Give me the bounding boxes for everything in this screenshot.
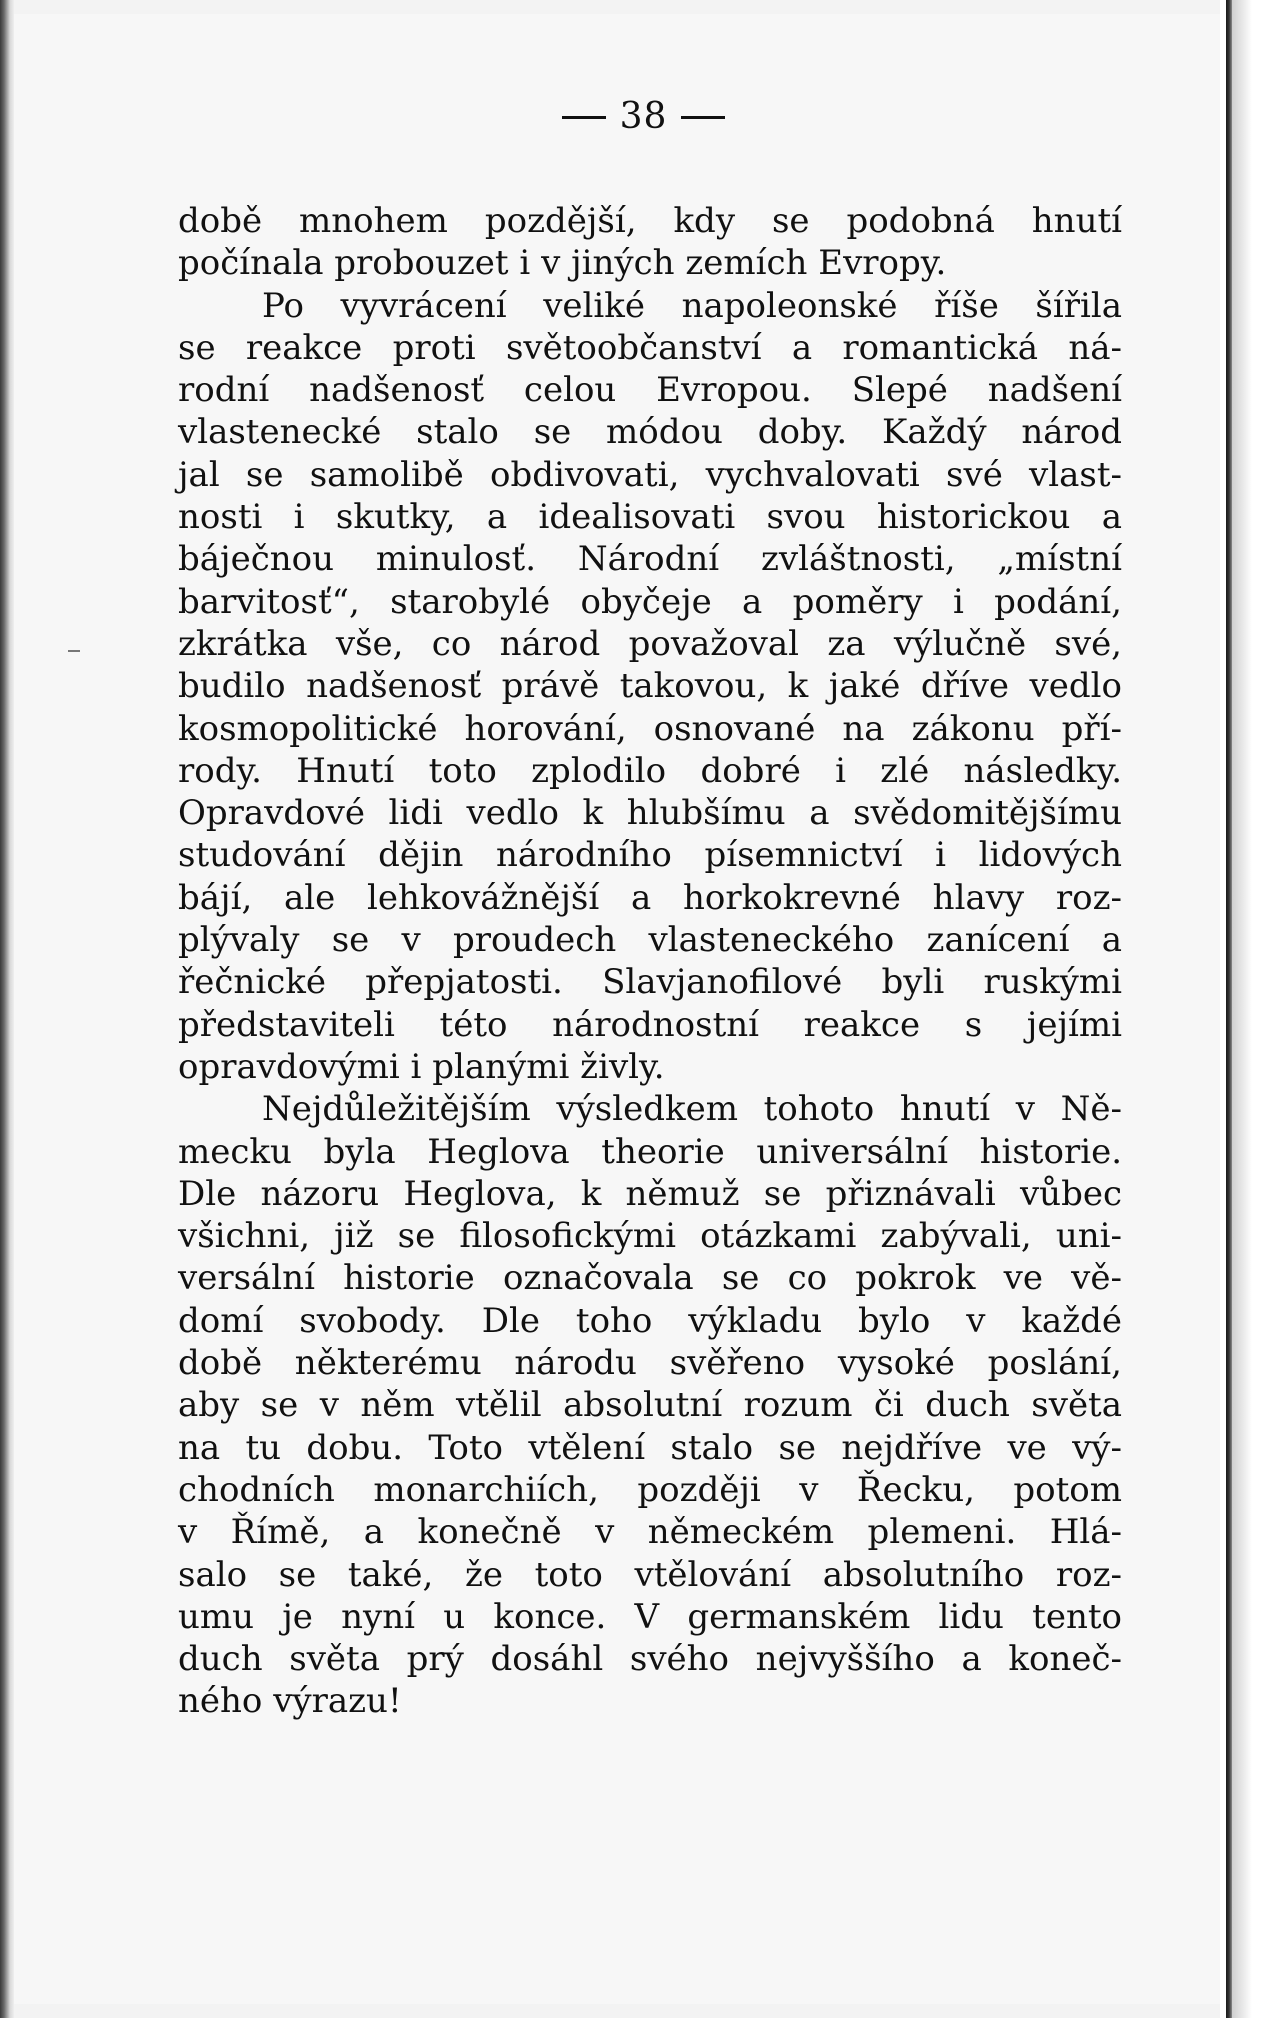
text-line: versální historie označovala se co pokrok ve vě- — [178, 1258, 1122, 1299]
text-line: se reakce proti světoobčanství a romantická ná- — [178, 327, 1122, 368]
page-edge-shadow — [1232, 0, 1252, 2018]
text-line: báječnou minulosť. Národní zvláštnosti, „místní — [178, 539, 1122, 580]
text-line: rodní nadšenosť celou Evropou. Slepé nadšení — [178, 370, 1122, 411]
page-number-dash-left — [562, 116, 606, 119]
text-line: aby se v něm vtělil absolutní rozum či duch světa — [178, 1385, 1122, 1426]
page-number — [0, 96, 1287, 137]
text-line: salo se také, že toto vtělování absolutního roz- — [178, 1554, 1122, 1595]
text-line: době některému národu svěřeno vysoké poslání, — [178, 1343, 1122, 1384]
text-line: kosmopolitické horování, osnované na zákonu pří- — [178, 708, 1122, 749]
text-line: zkrátka vše, co národ považoval za výlučně své, — [178, 623, 1122, 664]
text-line: na tu dobu. Toto vtělení stalo se nejdříve ve vý- — [178, 1427, 1122, 1468]
text-line: Po vyvrácení veliké napoleonské říše šířila — [262, 285, 1122, 326]
text-line: řečnické přepjatosti. Slavjanofilové byli ruskými — [178, 962, 1122, 1003]
text-line: nosti i skutky, a idealisovati svou historickou a — [178, 497, 1122, 538]
text-line: Opravdové lidi vedlo k hlubšímu a svědomitějšímu — [178, 793, 1122, 834]
text-line: vlastenecké stalo se módou doby. Každý národ — [178, 412, 1122, 453]
text-line: domí svobody. Dle toho výkladu bylo v každé — [178, 1300, 1122, 1341]
text-line: rody. Hnutí toto zplodilo dobré i zlé následky. — [178, 750, 1122, 791]
text-line: představiteli této národnostní reakce s jejími — [178, 1004, 1122, 1045]
page-number-dash-right — [681, 116, 725, 119]
text-line: duch světa prý dosáhl svého nejvyššího a koneč- — [178, 1639, 1122, 1680]
binding-edge — [0, 0, 14, 2018]
text-line: době mnohem pozdější, kdy se podobná hnutí — [178, 201, 1122, 241]
text-line: bájí, ale lehkovážnější a horkokrevné hlavy roz- — [178, 877, 1122, 918]
text-line: budilo nadšenosť právě takovou, k jaké dříve vedlo — [178, 666, 1122, 707]
text-line: chodních monarchiích, později v Řecku, potom — [178, 1469, 1122, 1510]
text-line: plývaly se v proudech vlasteneckého zanícení a — [178, 920, 1122, 961]
text-line: opravdovými i planými živly. — [178, 1046, 665, 1087]
text-line: jal se samolibě obdivovati, vychvalovati své vlast- — [178, 454, 1122, 495]
text-line: Nejdůležitějším výsledkem tohoto hnutí v Ně- — [262, 1089, 1122, 1130]
text-line: všichni, již se filosofickými otázkami zabývali, uni- — [178, 1216, 1122, 1257]
text-line: ného výrazu! — [178, 1681, 402, 1722]
text-line: počínala probouzet i v jiných zemích Evropy. — [178, 243, 947, 284]
text-line: studování dějin národního písemnictví i lidových — [178, 835, 1122, 876]
text-line: mecku byla Heglova theorie universální historie. — [178, 1131, 1122, 1172]
page-number-value: 38 — [619, 96, 668, 137]
text-line: Dle názoru Heglova, k němuž se přiznávali vůbec — [178, 1173, 1122, 1214]
text-line: v Římě, a konečně v německém plemeni. Hlá- — [178, 1512, 1122, 1553]
margin-mark — [68, 650, 80, 652]
text-line: barvitosť“, starobylé obyčeje a poměry i podání, — [178, 581, 1122, 622]
body-text — [178, 200, 1122, 1723]
text-line: umu je nyní u konce. V germanském lidu tento — [178, 1596, 1122, 1637]
